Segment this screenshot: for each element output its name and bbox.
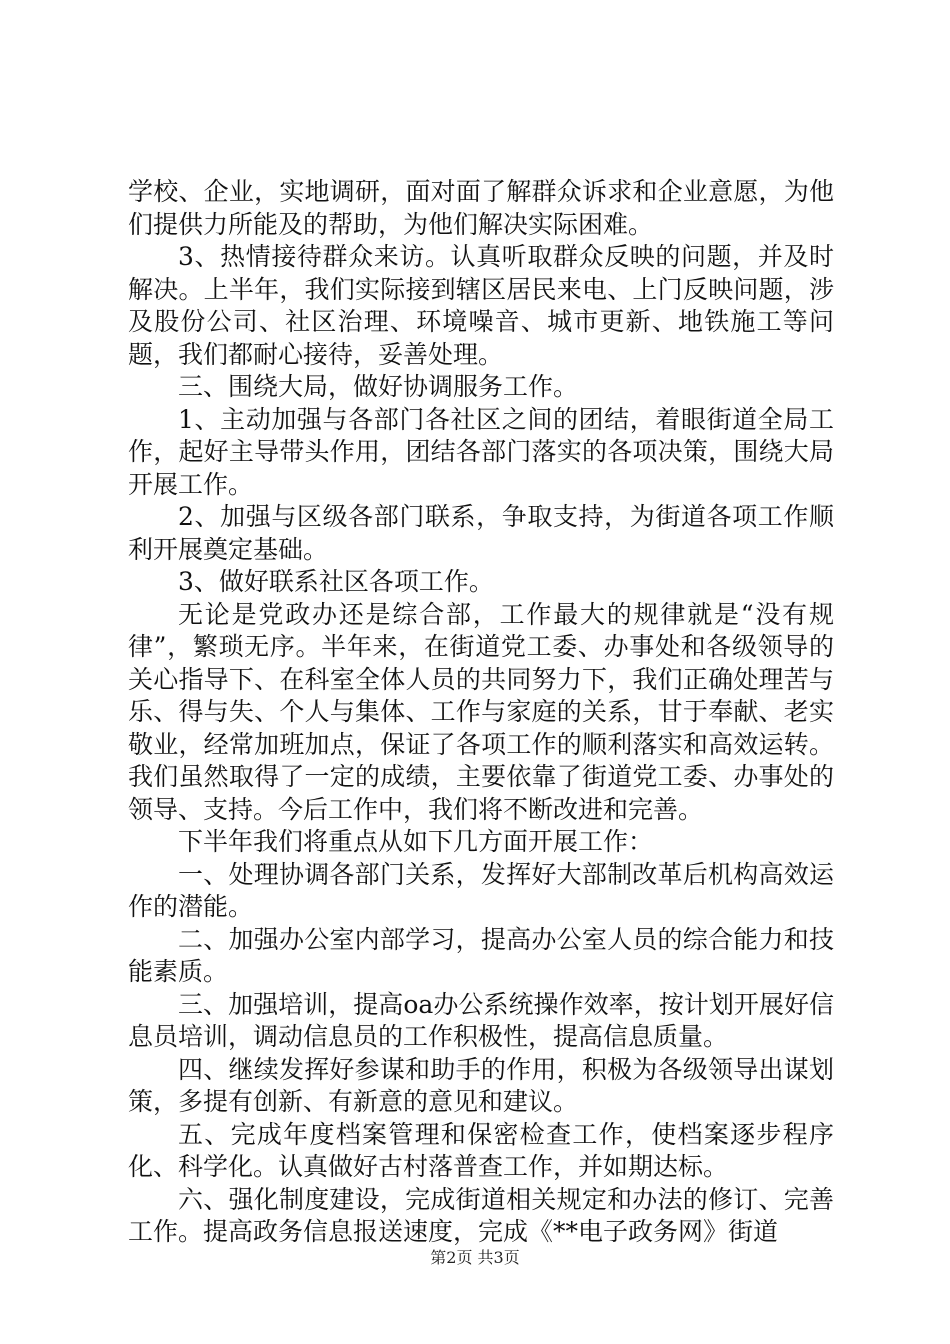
paragraph-9: 一、处理协调各部门关系，发挥好大部制改革后机构高效运作的潜能。 [128, 859, 834, 921]
paragraph-7: 无论是党政办还是综合部，工作最大的规律就是“没有规律”，繁琐无序。半年来，在街道党工委、办事处和各级领导的关心指导下、在科室全体人员的共同努力下，我们正确处理苦与乐、得与失、个人与集体、工作与家庭的关系，甘于奉献、老实敬业，经常加班加点，保证了各项工作的顺利落实和高效运转。我们虽然取得了一定的成绩，主要依靠了街道党工委、办事处的领导、支持。今后工作中，我们将不断改进和完善。 [128, 599, 834, 824]
paragraph-3: 三、围绕大局，做好协调服务工作。 [178, 372, 579, 401]
paragraph-8: 下半年我们将重点从如下几方面开展工作： [178, 827, 654, 856]
paragraph-11: 三、加强培训，提高oa办公系统操作效率，按计划开展好信息员培训，调动信息员的工作积极性，提高信息质量。 [128, 989, 834, 1051]
paragraph-5: 2、加强与区级各部门联系，争取支持，为街道各项工作顺利开展奠定基础。 [128, 502, 834, 564]
paragraph-1: 学校、企业，实地调研，面对面了解群众诉求和企业意愿，为他们提供力所能及的帮助，为他们解决实际困难。 [128, 177, 834, 239]
paragraph-6: 3、做好联系社区各项工作。 [178, 567, 494, 596]
paragraph-13: 五、完成年度档案管理和保密检查工作，使档案逐步程序化、科学化。认真做好古村落普查工作，并如期达标。 [128, 1119, 834, 1181]
paragraph-4: 1、主动加强与各部门各社区之间的团结，着眼街道全局工作，起好主导带头作用，团结各部门落实的各项决策，围绕大局开展工作。 [128, 404, 834, 499]
paragraph-10: 二、加强办公室内部学习，提高办公室人员的综合能力和技能素质。 [128, 924, 834, 986]
paragraph-12: 四、继续发挥好参谋和助手的作用，积极为各级领导出谋划策，多提有创新、有新意的意见和建议。 [128, 1054, 834, 1116]
page-number-footer: 第2页 共3页 [430, 1248, 520, 1267]
paragraph-14: 六、强化制度建设，完成街道相关规定和办法的修订、完善工作。提高政务信息报送速度，完成《**电子政务网》街道 [128, 1184, 834, 1246]
paragraph-2: 3、热情接待群众来访。认真听取群众反映的问题，并及时解决。上半年，我们实际接到辖区居民来电、上门反映问题，涉及股份公司、社区治理、环境噪音、城市更新、地铁施工等问题，我们都耐心接待，妥善处理。 [128, 242, 834, 369]
document-body [128, 176, 834, 1249]
